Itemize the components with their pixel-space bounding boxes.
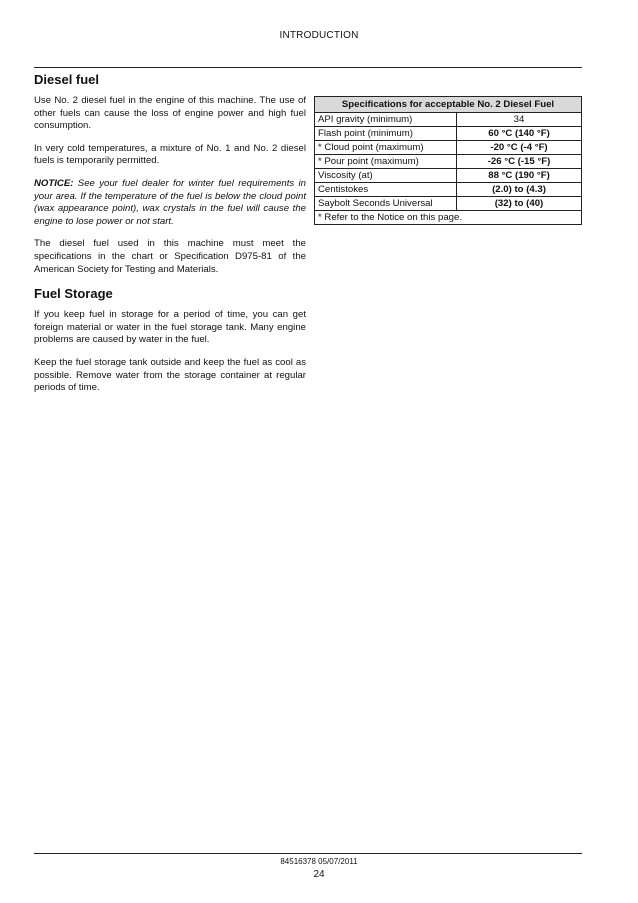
table-note: * Refer to the Notice on this page. (315, 211, 582, 225)
spec-label: * Pour point (maximum) (315, 155, 457, 169)
table-note-row (315, 211, 582, 225)
table-row (315, 183, 582, 197)
diesel-paragraph-2: In very cold temperatures, a mixture of No. 1 and No. 2 diesel fuels is temporarily permitted. (34, 142, 306, 167)
spec-value: 34 (457, 113, 582, 127)
document-id: 84516378 05/07/2011 (280, 857, 358, 866)
table-row (315, 197, 582, 211)
spec-value: 88 °C (190 °F) (457, 169, 582, 183)
table-row (315, 155, 582, 169)
notice-paragraph (34, 178, 306, 228)
spec-label: * Cloud point (maximum) (315, 141, 457, 155)
diesel-paragraph-3: The diesel fuel used in this machine must meet the specifications in the chart or Specification D975-81 of the American Society for Testing and Materials. (34, 238, 306, 275)
table-title: Specifications for acceptable No. 2 Diesel Fuel (315, 97, 582, 113)
table-row (315, 141, 582, 155)
header-rule (34, 67, 582, 68)
spec-label: Flash point (minimum) (315, 127, 457, 141)
footer-rule (34, 853, 582, 854)
spec-value: (32) to (40) (457, 197, 582, 211)
spec-label: Viscosity (at) (315, 169, 457, 183)
spec-value: -20 °C (-4 °F) (457, 141, 582, 155)
spec-label: Saybolt Seconds Universal (315, 197, 457, 211)
table-row (315, 113, 582, 127)
storage-paragraph-1: If you keep fuel in storage for a period of time, you can get foreign material or water in the fuel storage tank. Many engine problems are caused by water in the fuel. (34, 309, 306, 346)
spec-label: Centistokes (315, 183, 457, 197)
section-title-fuel-storage: Fuel Storage (34, 286, 113, 302)
spec-value: (2.0) to (4.3) (457, 183, 582, 197)
storage-paragraph-2: Keep the fuel storage tank outside and keep the fuel as cool as possible. Remove water from the storage container at regular periods of time. (34, 356, 306, 394)
diesel-specifications-table (314, 96, 582, 225)
diesel-paragraph-1: Use No. 2 diesel fuel in the engine of this machine. The use of other fuels can cause the loss of engine power and high fuel consumption. (34, 95, 306, 132)
table-header-row (315, 97, 582, 113)
left-column (34, 72, 306, 405)
notice-text: See your fuel dealer for winter fuel requirements in your area. If the temperature of the fuel is below the cloud point (wax appearance point), wax crystals in the fuel will cause the engine to lose power or not start. (34, 177, 307, 227)
spec-label: API gravity (minimum) (315, 113, 457, 127)
notice-label: NOTICE: (34, 177, 74, 189)
table-row (315, 127, 582, 141)
table-row (315, 169, 582, 183)
spec-value: 60 °C (140 °F) (457, 127, 582, 141)
running-header: INTRODUCTION (279, 30, 359, 41)
section-title-diesel-fuel: Diesel fuel (34, 72, 100, 87)
page-number: 24 (313, 869, 325, 880)
spec-value: -26 °C (-15 °F) (457, 155, 582, 169)
